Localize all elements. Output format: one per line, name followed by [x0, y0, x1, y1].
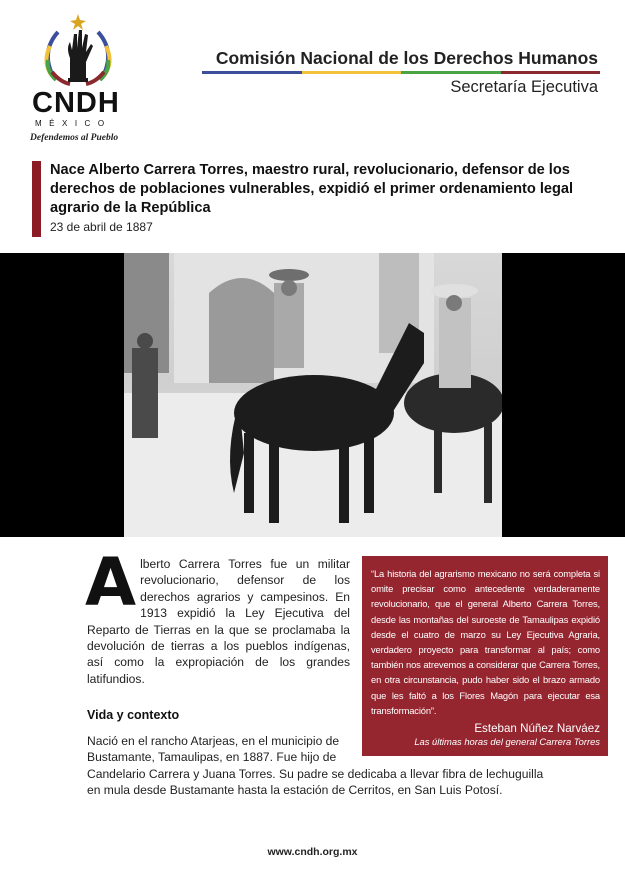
cndh-logo	[28, 12, 138, 143]
quote-text: “La historia del agrarismo mexicano no será completa si omite precisar como antecedente verdaderamente revolucionario, que el general Alberto Carrera Torres, desde las montañas del suroeste de Tamaulipas expidió desde el cuatro de marzo su Ley Ejecutiva Agraria, verdadero proyecto para transformar al país; como también nos atrevemos a considerar que Carrera Torres, en otra circunstancia, pudo haber sido el brazo armado que les faltó a los Flores Magón para ejecutar esa transformación”.	[371, 568, 600, 716]
text-line: Bustamante, Tamaulipas, en 1887. Fue hijo de	[87, 750, 337, 765]
logo-country: MÉXICO	[35, 119, 112, 128]
article-date: 23 de abril de 1887	[50, 220, 153, 234]
photo-band	[0, 253, 625, 537]
footer-website-link[interactable]: www.cndh.org.mx	[267, 846, 358, 858]
text-line: en mula desde Bustamante hasta la estación de Cerritos, en San Luis Potosí.	[87, 783, 503, 798]
quote-source: Las últimas horas del general Carrera Torres	[414, 736, 600, 748]
headline-accent-bar	[32, 161, 41, 237]
intro-text: lberto Carrera Torres fue un militar revolucionario, defensor de los derechos agrarios y campesinos. En 1913 expidió la Ley Ejecutiva del Reparto de Tierras en la que se proclamaba la devolución de tierras a los pueblos indígenas, así como la expropiación de los grandes latifundios.	[87, 557, 350, 686]
drop-cap: A	[85, 544, 137, 621]
life-context-paragraph	[87, 733, 567, 799]
historical-photo	[124, 253, 502, 537]
text-line: Nació en el rancho Atarjeas, en el municipio de	[87, 734, 340, 748]
tricolor-stripe	[202, 71, 600, 74]
organization-name: Comisión Nacional de los Derechos Humanos	[215, 48, 598, 68]
section-heading: Vida y contexto	[87, 708, 180, 722]
intro-paragraph	[85, 544, 350, 687]
text-line: Candelario Carrera y Juana Torres. Su padre se dedicaba a llevar fibra de lechuguilla	[87, 766, 544, 781]
quote-box	[362, 556, 608, 756]
horsemen-photo-illustration	[124, 253, 502, 537]
headline-block	[32, 161, 602, 237]
department-name: Secretaría Ejecutiva	[450, 78, 598, 96]
logo-acronym: CNDH	[32, 87, 120, 119]
logo-slogan: Defendemos al Pueblo	[30, 133, 119, 143]
stripe-red	[501, 71, 601, 74]
stripe-yellow	[302, 71, 402, 74]
raised-hand-wreath-icon	[28, 12, 138, 92]
stripe-green	[401, 71, 501, 74]
stripe-blue	[202, 71, 302, 74]
page-title: Nace Alberto Carrera Torres, maestro rural, revolucionario, defensor de los derechos de poblaciones vulnerables, expidió el primer ordenamiento legal agrario de la República	[50, 162, 574, 216]
quote-author: Esteban Núñez Narváez	[474, 722, 600, 736]
